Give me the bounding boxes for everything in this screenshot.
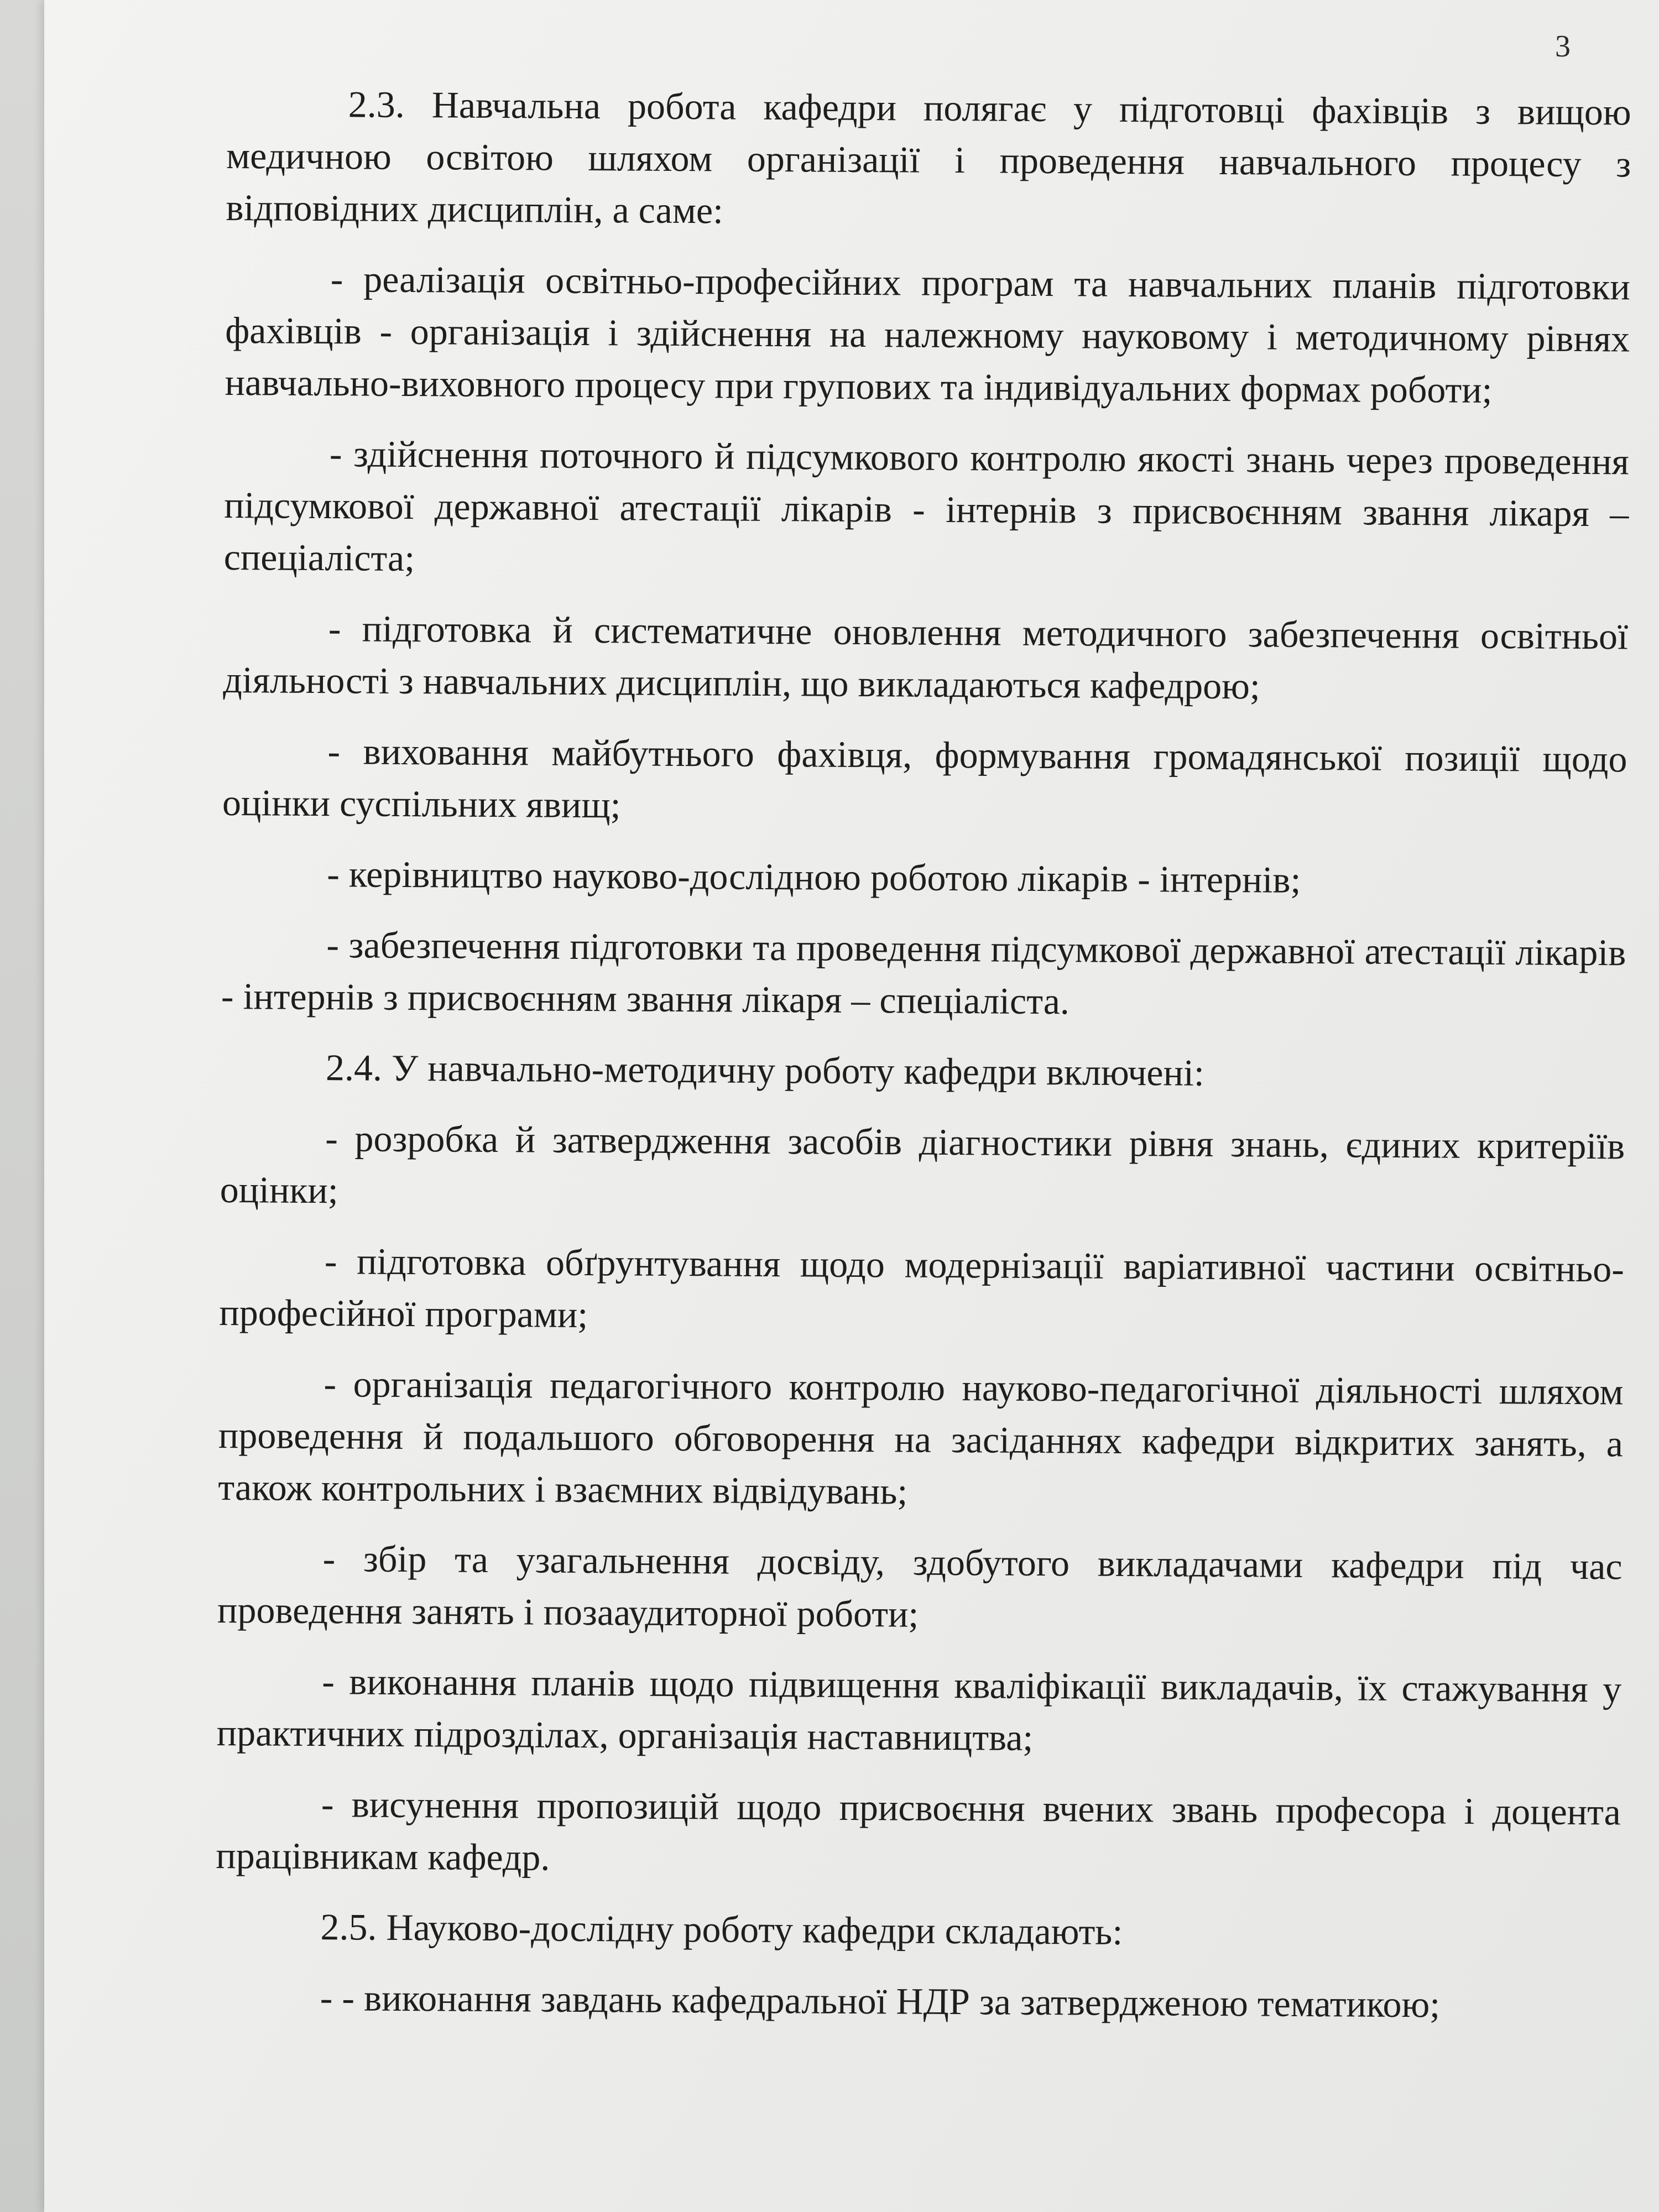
list-item: - збір та узагальнення досвіду, здобутого викладачами кафедри під час проведення занять і позааудиторної роботи; xyxy=(217,1537,1623,1635)
list-item: - підготовка обґрунтування щодо модернізації варіативної частини освітньо-професійної програми; xyxy=(219,1240,1625,1336)
page-number: 3 xyxy=(1555,29,1571,64)
list-item: - розробка й затвердження засобів діагностики рівня знань, єдиних критеріїв оцінки; xyxy=(220,1117,1625,1212)
list-item: - виконання планів щодо підвищення кваліфікації викладачів, їх стажування у практичних підрозділах, організація наставництва; xyxy=(216,1660,1622,1759)
list-item: - реалізація освітньо-професійних програм та навчальних планів підготовки фахівців - організація і здійснення на належному науковому і методичному рівнях навчально-виховного процесу при групових та індивідуальних формах роботи; xyxy=(225,258,1630,411)
list-item: - підготовка й систематичне оновлення методичного забезпечення освітньої діяльності з навчальних дисциплін, що викладаються кафедрою; xyxy=(223,607,1629,707)
document-body xyxy=(215,77,1631,2050)
list-item: - керівництво науково-дослідною роботою лікарів - інтернів; xyxy=(326,853,1301,901)
list-item: - організація педагогічного контролю науково-педагогічної діяльності шляхом проведення й подальшого обговорення на засіданнях кафедри відкритих занять, а також контрольних і взаємних відвідувань; xyxy=(218,1363,1624,1512)
list-item: - забезпечення підготовки та проведення підсумкової державної атестації лікарів - інтернів з присвоєнням звання лікаря – спеціаліста. xyxy=(221,924,1626,1022)
list-item: - виховання майбутнього фахівця, формування громадянської позиції щодо оцінки суспільних явищ; xyxy=(222,730,1627,826)
list-item: - здійснення поточного й підсумкового контролю якості знань через проведення підсумкової державної атестації лікарів - інтернів з присвоєнням звання лікаря – спеціаліста; xyxy=(223,432,1630,580)
list-item: - висунення пропозицій щодо присвоєння вчених звань професора і доцента працівникам кафедр. xyxy=(216,1783,1621,1879)
list-item: - - виконання завдань кафедральної НДР за затвердженою тематикою; xyxy=(320,1976,1441,2026)
paragraph-2-3: 2.3. Навчальна робота кафедри полягає у підготовці фахівців з вищою медичною освітою шляхом організації і проведення навчального процесу з відповідних дисциплін, а саме: xyxy=(226,83,1631,232)
document-page xyxy=(44,0,1659,2212)
paragraph-2-4: 2.4. У навчально-методичну роботу кафедри включені: xyxy=(325,1046,1205,1094)
paragraph-2-5: 2.5. Науково-дослідну роботу кафедри складають: xyxy=(320,1906,1123,1953)
